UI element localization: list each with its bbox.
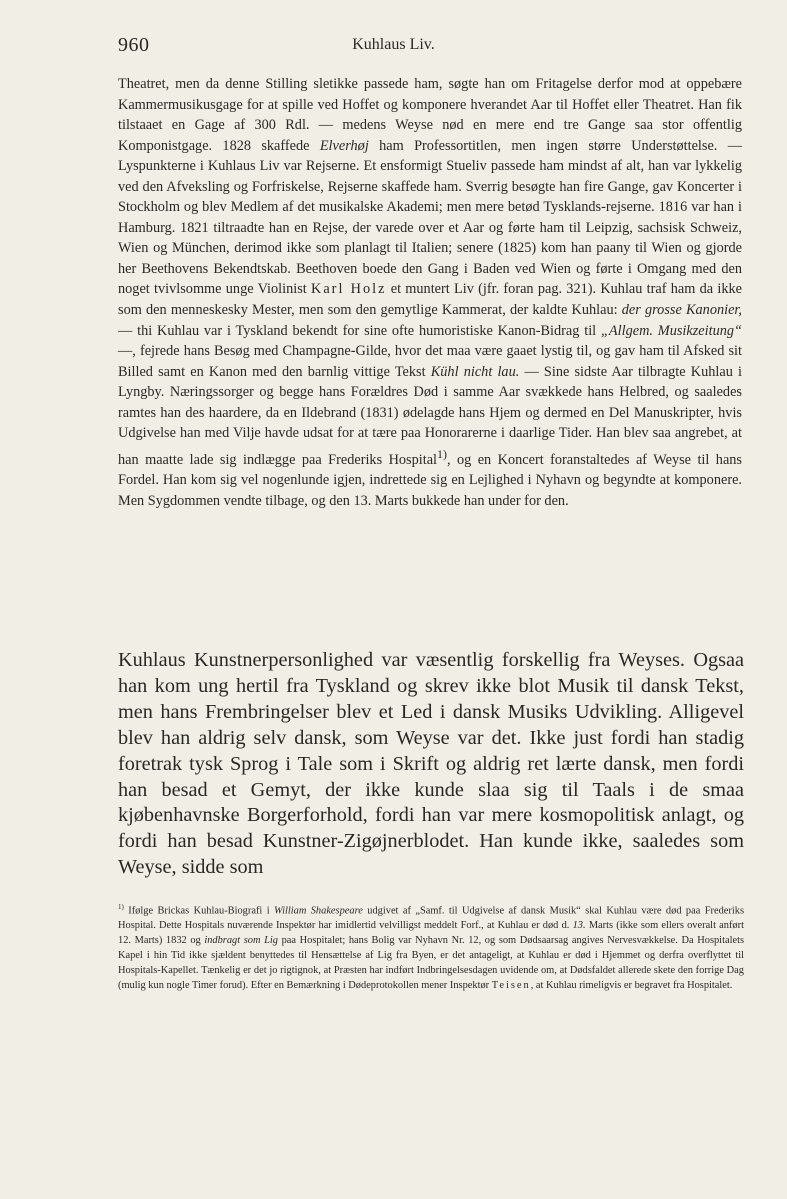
quote-der-grosse-kanonier: der grosse Kanonier, (621, 302, 742, 319)
footnote: $^{1)}$ Ifølge Brickas Kuhlau-Biografi i William Shakespeare udgivet af „Samf. til Udgivelse af dansk Musik“ skal Kuhlau være død paa Frederiks Hospital. Dette Hospitals nuværende Inspektør har imidlertid velvilligst meddelt Forf., at Kuhlau er død d. 13. Marts (ikke som ellers overalt anført 12. Marts) 1832 og indbragt som Lig paa Hospitalet; hans Bolig var Nyhavn Nr. 12, og som Dødsaarsag angives Nervesvækkelse. Da Hospitalets Kapel i hin Tid ikke sjældent benyttedes til Hensættelse af Lig fra Byen, er det antageligt, at Kuhlau er død i Hjemmet og derfra overflyttet til Hospitals-Kapellet. Tænkelig er det jo rigtignok, at Præsten har indført Indbringelsesdagen uvidende om, at Dødsfaldet allerede skete den forrige Dag (mulig kun nogle Timer forud). Efter en Bemærkning i Dødeprotokollen mener Inspektør Teisen, at Kuhlau rimeligvis er begravet fra Hospitalet. (118, 903, 744, 991)
large-paragraph (118, 648, 744, 881)
work-title-elverhoj: Elverhøj (319, 137, 369, 154)
journal-title: „Allgem. Musikzeitung“ (600, 322, 742, 339)
canon-text: Kühl nicht lau. (430, 363, 520, 380)
paragraph-1: Theatret, men da denne Stilling sletikke passede ham, søgte han om Fritagelse derfor mod at oppebære Kammermusikusgage for at spille ved Hoffet og komponere hverandet Aar til Hoffet eller Theatret. Han fik tilstaaet en Gage af 300 Rdl. — medens Weyse nød en mere end tre Gange saa stor offentlig Komponistgage. 1828 skaffede Elverhøj ham Professortitlen, men ingen større Understøttelse. — Lyspunkterne i Kuhlaus Liv var Rejserne. Et ensformigt Stueliv passede ham mindst af alt, han var lykkelig ved den Afveksling og Forfriskelse, Rejserne skaffede ham. Sverrig besøgte han fire Gange, gav Koncerter i Stockholm og blev Medlem af det musikalske Akademi; men mere betød Tysklands-rejserne. 1816 var han i Hamburg. 1821 tiltraadte han en Rejse, der varede over et Aar og førte ham til Leipzig, sachsisk Schweiz, Wien og München, derimod ikke som planlagt til Italien; senere (1825) kom han paany til Wien og gjorde her Beethovens Bekendtskab. Beethoven boede den Gang i Baden ved Wien og førte i Omgang med den noget tvivlsomme unge Violinist Karl Holz et muntert Liv (jfr. foran pag. 321). Kuhlau traf ham da ikke som den menneskesky Mester, men som den gemytlige Kammerat, der kaldte Kuhlau: der grosse Kanonier, — thi Kuhlau var i Tyskland bekendt for sine ofte humoristiske Kanon-Bidrag til „Allgem. Musikzeitung“ —, fejrede hans Besøg med Champagne-Gilde, hvor det maa være gaaet lystig til, og gav ham til Afsked sit Billed samt en Kanon med den barnlig vittige Tekst Kühl nicht lau. — Sine sidste Aar tilbragte Kuhlau i Lyngby. Næringssorger og begge hans Forældres Død i samme Aar svækkede hans Helbred, og saaledes ramtes han des haardere, da en Ildebrand (1831) ødelagde hans Hjem og dermed en Del Manuskripter, hvis Udgivelse han med Vilje havde udsat for at tære paa Honorarerne i daarlige Tider. Han blev saa angrebet, at han maatte lade sig indlægge paa Frederiks Hospital$^{1)}$, og en Koncert foranstaltedes af Weyse til hans Fordel. Han kom sig vel nogenlunde igjen, indrettede sig en Lejlighed i Nyhavn og begyndte at komponere. Men Sygdommen vendte tilbage, og den 13. Marts bukkede han under for den. (118, 76, 743, 509)
footnote-marker: 1) (437, 446, 447, 461)
name-karl-holz: Karl Holz (311, 281, 387, 298)
page-number: 960 (118, 34, 150, 56)
running-title: Kuhlaus Liv. (352, 36, 435, 53)
footnote-work-title: William Shakespeare (274, 905, 363, 917)
footnote-number: 1) (118, 903, 124, 911)
page-header (0, 30, 787, 62)
name-teisen: Teisen (491, 980, 531, 991)
paragraph-2: Kuhlaus Kunstnerpersonlighed var væsentlig forskellig fra Weyses. Ogsaa han kom ung hertil fra Tyskland og skrev ikke blot Musik til dansk Tekst, men hans Frembringelser blev et Led i dansk Musiks Udvikling. Alligevel blev han aldrig selv dansk, som Weyse var det. Ikke just fordi han stadig foretrak tysk Sprog i Tale som i Skrift og aldrig ret lærte dansk, men fordi han besad et Gemyt, der ikke kunde slaa sig til Taals i de smaa kjøbenhavnske Borgerforhold, fordi han var mere kosmopolitisk anlagt, og fordi han besad Kunstner-Zigøjnerblodet. Han kunde ikke, saaledes som Weyse, sidde som (118, 649, 744, 879)
body-text (118, 74, 742, 511)
